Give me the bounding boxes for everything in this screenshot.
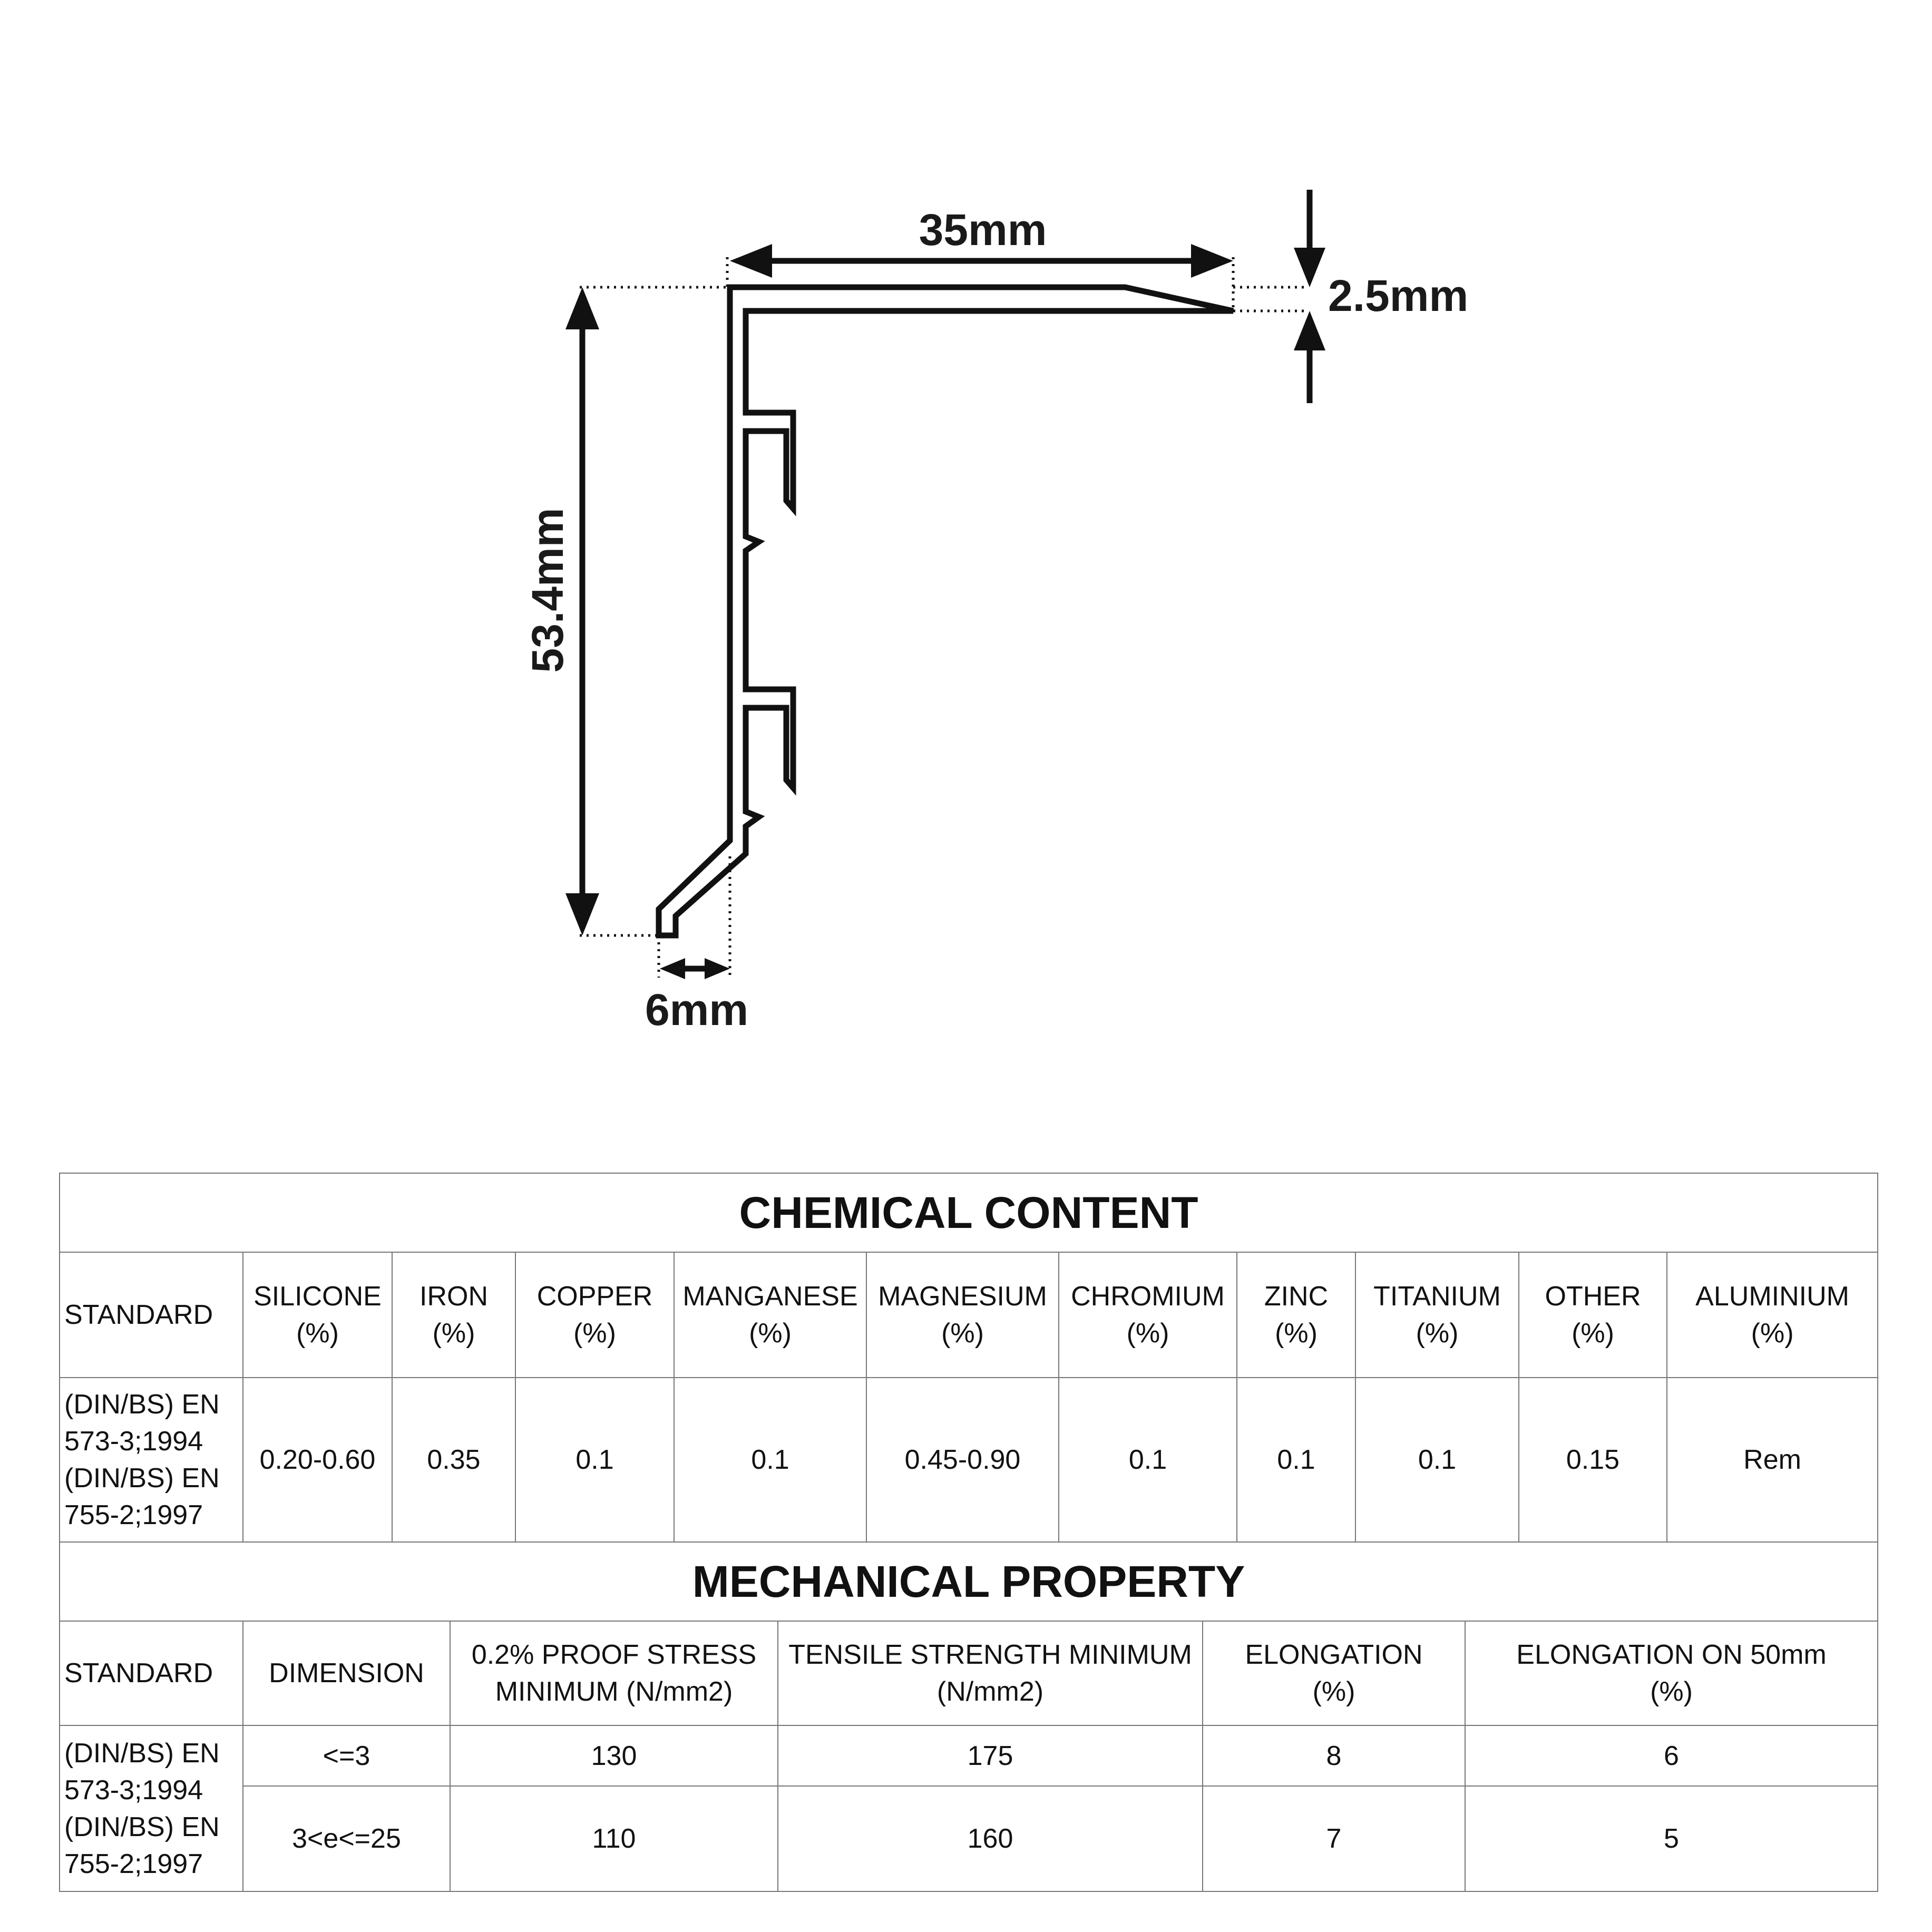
mechanical-row (60, 1786, 1878, 1891)
standard-cell: (DIN/BS) EN 573-3;1994 (DIN/BS) EN 755-2;1997 (60, 1725, 243, 1891)
elongation-value: 8 (1203, 1725, 1465, 1786)
chromium-value: 0.1 (1059, 1378, 1237, 1542)
tensile-strength-value: 160 (778, 1786, 1203, 1891)
thickness-dimension (1294, 190, 1468, 403)
other-value: 0.15 (1519, 1378, 1667, 1542)
foot-dimension-label: 6mm (645, 985, 749, 1035)
standard-cell: (DIN/BS) EN 573-3;1994 (DIN/BS) EN 755-2;1997 (60, 1378, 243, 1542)
tensile-strength-value: 175 (778, 1725, 1203, 1786)
header-silicone: SILICONE (%) (243, 1252, 392, 1378)
elongation-value: 7 (1203, 1786, 1465, 1891)
mechanical-header-row (60, 1621, 1878, 1725)
header-dimension: DIMENSION (243, 1621, 450, 1725)
iron-value: 0.35 (392, 1378, 515, 1542)
chemical-content-table (59, 1173, 1878, 1543)
mechanical-property-title: MECHANICAL PROPERTY (60, 1542, 1878, 1621)
mechanical-property-table (59, 1541, 1878, 1892)
header-chromium: CHROMIUM (%) (1059, 1252, 1237, 1378)
header-standard: STANDARD (60, 1252, 243, 1378)
angle-profile (659, 287, 1233, 935)
header-titanium: TITANIUM (%) (1355, 1252, 1519, 1378)
header-aluminium: ALUMINIUM (%) (1667, 1252, 1878, 1378)
header-proof-stress: 0.2% PROOF STRESS MINIMUM (N/mm2) (450, 1621, 778, 1725)
header-elongation-50mm: ELONGATION ON 50mm (%) (1465, 1621, 1878, 1725)
silicone-value: 0.20-0.60 (243, 1378, 392, 1542)
chemical-header-row (60, 1252, 1878, 1378)
aluminium-value: Rem (1667, 1378, 1878, 1542)
width-dimension (730, 205, 1233, 278)
magnesium-value: 0.45-0.90 (866, 1378, 1059, 1542)
copper-value: 0.1 (515, 1378, 674, 1542)
dimension-value: <=3 (243, 1725, 450, 1786)
width-dimension-label: 35mm (919, 205, 1047, 255)
elongation-50mm-value: 5 (1465, 1786, 1878, 1891)
header-standard: STANDARD (60, 1621, 243, 1725)
header-elongation: ELONGATION (%) (1203, 1621, 1465, 1725)
manganese-value: 0.1 (674, 1378, 866, 1542)
header-zinc: ZINC (%) (1237, 1252, 1355, 1378)
header-iron: IRON (%) (392, 1252, 515, 1378)
dimension-value: 3<e<=25 (243, 1786, 450, 1891)
chemical-content-title: CHEMICAL CONTENT (60, 1173, 1878, 1252)
header-tensile-strength: TENSILE STRENGTH MINIMUM (N/mm2) (778, 1621, 1203, 1725)
extension-lines (580, 257, 1307, 978)
header-copper: COPPER (%) (515, 1252, 674, 1378)
height-dimension-label: 53.4mm (523, 508, 572, 673)
proof-stress-value: 110 (450, 1786, 778, 1891)
height-dimension (523, 287, 599, 935)
header-other: OTHER (%) (1519, 1252, 1667, 1378)
header-manganese: MANGANESE (%) (674, 1252, 866, 1378)
proof-stress-value: 130 (450, 1725, 778, 1786)
header-magnesium: MAGNESIUM (%) (866, 1252, 1059, 1378)
foot-dimension (645, 958, 748, 1035)
elongation-50mm-value: 6 (1465, 1725, 1878, 1786)
chemical-value-row (60, 1378, 1878, 1542)
mechanical-row (60, 1725, 1878, 1786)
titanium-value: 0.1 (1355, 1378, 1519, 1542)
zinc-value: 0.1 (1237, 1378, 1355, 1542)
thickness-dimension-label: 2.5mm (1328, 271, 1469, 320)
